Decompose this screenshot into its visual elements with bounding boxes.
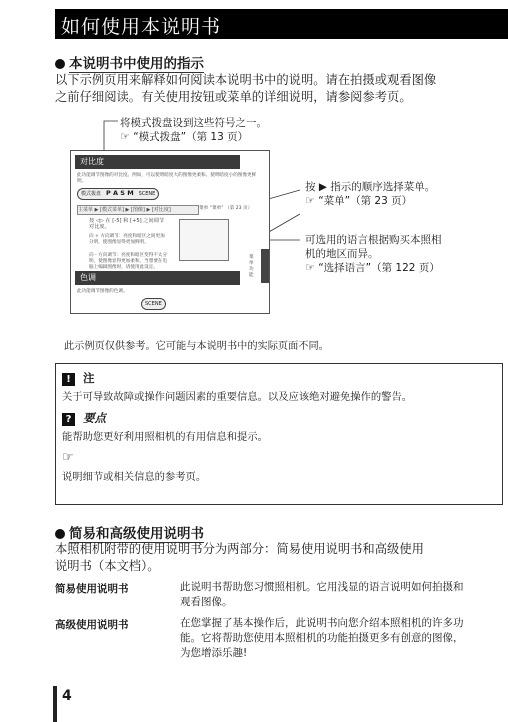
sample-desc2: 此功能调节图像的色调。 xyxy=(77,289,128,294)
note-text: 关于可导致故障或操作问题因素的重要信息。以及应该绝对避免操作的警告。 xyxy=(62,391,413,403)
advanced-manual-label: 高级使用说明书 xyxy=(55,619,129,631)
sample-item1: 向 + 方向调节：亮度和暗区之间更加分明，使图像显得更加鲜明。 xyxy=(89,234,165,245)
sample-scene-chip xyxy=(141,298,166,310)
callout-mode-ref: “模式拨盘”（第 13 页） xyxy=(133,131,249,143)
note-title: 注 xyxy=(83,371,95,385)
reference-icon: ☞ xyxy=(62,450,74,465)
intro-line: 以下示例页用来解释如何阅读本说明书中的说明。请在拍摄或观看图像 xyxy=(55,73,437,87)
reference-icon: ☞ xyxy=(305,194,315,207)
warning-icon: ! xyxy=(62,373,75,386)
tip-heading xyxy=(62,410,106,426)
sample-desc: 此功能调节图像的对比度。例如，可以使明暗度大的图像更柔和。使明暗度小的图像更鲜明。 xyxy=(77,173,257,184)
note-heading xyxy=(62,370,95,386)
adv-line: 在您掌握了基本操作后，此说明书向您介绍本照相机的许多功 xyxy=(180,617,464,629)
reference-icon: ☞ xyxy=(305,261,315,274)
callout-lang-text: 机的地区而异。 xyxy=(305,248,379,260)
tip-question-icon: ? xyxy=(62,413,75,426)
basic-line: 此说明书帮助您习惯照相机。它用浅显的语言说明如何拍摄和 xyxy=(180,581,464,593)
advanced-manual-desc xyxy=(180,616,464,661)
page-title: 如何使用本说明书 xyxy=(61,16,222,38)
basic-line: 观看图像。 xyxy=(180,596,233,608)
adv-line: 为您增添乐趣! xyxy=(180,647,248,659)
sample-scene-label2: SCENE xyxy=(145,301,162,307)
sample-page xyxy=(70,150,270,314)
page-number: 4 xyxy=(62,688,72,704)
basic-manual-desc xyxy=(180,580,464,610)
tip-text: 能帮助您更好利用照相机的有用信息和提示。 xyxy=(62,431,268,443)
section2-heading-text: 简易和高级使用说明书 xyxy=(69,526,204,542)
sample-item2: 向 - 方向调节：亮度和暗区变得不太分明，使图像显得更加柔和，当想要在电脑上编辑图像时，请使用此设定。 xyxy=(89,253,168,270)
bullet-icon xyxy=(55,529,65,539)
sample-menu-path: 主菜单 ▶ [模式菜单] ▶ [图像] ▶ [对比度] xyxy=(77,205,199,215)
intro-line: 本照相机附带的使用说明书分为两部分：简易使用说明书和高级使用 xyxy=(55,542,424,556)
callout-press-ref: “菜单”（第 23 页） xyxy=(318,195,413,207)
reference-text: 说明细节或相关信息的参考页。 xyxy=(62,471,207,483)
adv-line: 能。它将帮助您使用本照相机的功能拍摄更多有创意的图像， xyxy=(180,632,464,644)
sample-mode-symbols: P A S M xyxy=(105,189,134,197)
callout-language xyxy=(305,233,442,275)
sample-mode-chip xyxy=(77,188,159,200)
sample-heading2: 色调 xyxy=(75,271,240,285)
section2-intro xyxy=(55,541,505,575)
sample-side-tab xyxy=(261,249,269,283)
sample-scene-label: SCENE xyxy=(138,191,156,197)
section2-heading xyxy=(55,522,204,542)
sample-heading1: 对比度 xyxy=(75,155,240,169)
sample-press-text: 按 ◁▷ 在 [-5] 和 [+5] 之间调节对比度。 xyxy=(89,218,165,230)
section1-heading-text: 本说明书中使用的指示 xyxy=(69,56,204,72)
example-disclaimer: 此示例页仅供参考。它可能与本说明书中的实际页面不同。 xyxy=(64,341,329,352)
sample-mode-label: 模式拨盘 xyxy=(81,191,102,197)
sample-menu-ref: 菜单 “菜单” （第 23 页） xyxy=(199,206,253,211)
callout-press-text: 按 ▶ 指示的顺序选择菜单。 xyxy=(305,181,436,193)
tip-title: 要点 xyxy=(83,411,107,425)
callout-press xyxy=(305,180,435,208)
basic-manual-label: 简易使用说明书 xyxy=(55,583,129,595)
sample-side-tab-label: 菜单功能 xyxy=(249,255,254,278)
sample-camera-screen xyxy=(179,219,229,261)
intro-line: 之前仔细阅读。有关使用按钮或菜单的详细说明，请参阅参考页。 xyxy=(55,90,412,104)
reference-icon: ☞ xyxy=(120,130,130,143)
page-number-bar xyxy=(53,686,57,722)
notes-box xyxy=(55,363,503,505)
intro-line: 说明书（本文档）。 xyxy=(55,559,160,573)
callout-lang-text: 可选用的语言根据购买本照相 xyxy=(305,234,442,246)
callout-lang-ref: “选择语言”（第 122 页） xyxy=(318,262,440,274)
callout-mode-text: 将模式拨盘设到这些符号之一。 xyxy=(120,117,267,129)
